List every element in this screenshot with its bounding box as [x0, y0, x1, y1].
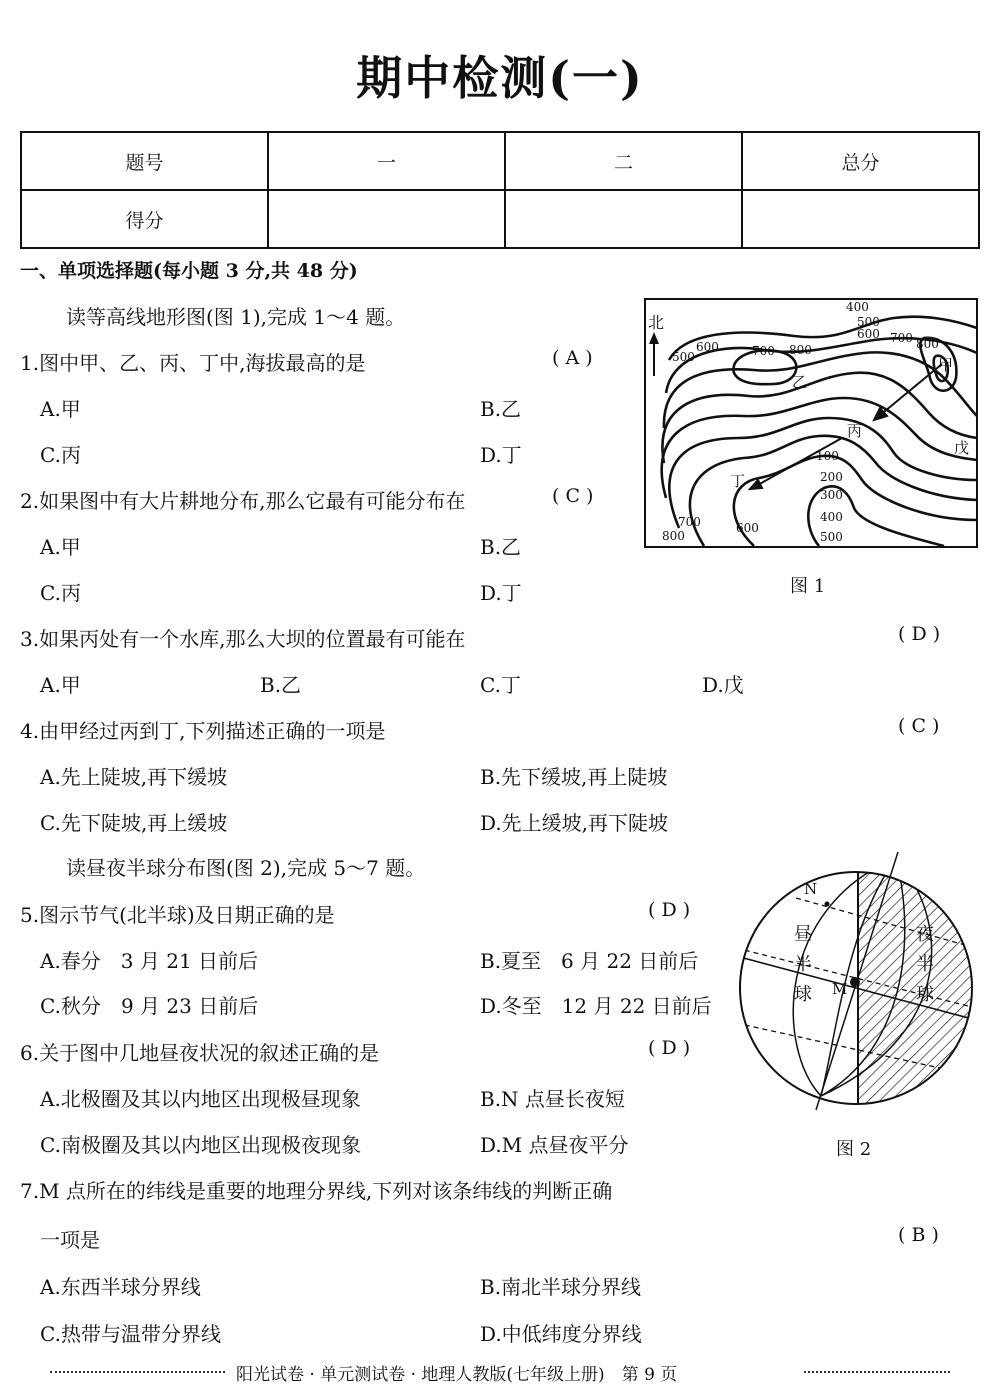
contour-label: 200 — [820, 470, 843, 484]
score-input-cell[interactable] — [268, 190, 505, 248]
option: C.丙 — [40, 581, 81, 605]
contour-label: 100 — [816, 449, 839, 463]
contour-label: 800 — [662, 529, 685, 543]
answer-box: ( D ) — [898, 623, 941, 645]
option: B.N 点昼长夜短 — [480, 1087, 625, 1111]
contour-label: 500 — [820, 530, 843, 544]
contour-label: 600 — [736, 521, 759, 535]
contour-label: 800 — [789, 343, 812, 357]
option: D.丁 — [480, 443, 522, 467]
table-row — [21, 132, 979, 190]
contour-label: 300 — [820, 488, 843, 502]
option: D.先上缓坡,再下陡坡 — [480, 811, 669, 835]
option: A.甲 — [40, 397, 81, 421]
question-stem: 2.如果图中有大片耕地分布,那么它最有可能分布在 — [20, 489, 466, 513]
score-input-cell[interactable] — [505, 190, 742, 248]
question-stem-cont: 一项是 — [40, 1228, 100, 1252]
score-table — [20, 131, 980, 249]
contour-label: 500 — [672, 350, 695, 364]
answer-box: ( D ) — [648, 1037, 691, 1059]
answer-box: ( C ) — [898, 715, 940, 737]
question-stem: 6.关于图中几地昼夜状况的叙述正确的是 — [20, 1041, 380, 1065]
contour-label: 500 — [857, 315, 880, 329]
option: A.甲 — [40, 535, 81, 559]
option: A.春分 3 月 21 日前后 — [40, 949, 259, 973]
section-heading: 一、单项选择题(每小题 3 分,共 48 分) — [20, 260, 358, 282]
option: D.冬至 12 月 22 日前后 — [480, 994, 712, 1018]
contour-label: 400 — [820, 510, 843, 524]
option: C.先下陡坡,再上缓坡 — [40, 811, 228, 835]
question-stem: 5.图示节气(北半球)及日期正确的是 — [20, 903, 335, 927]
option: C.热带与温带分界线 — [40, 1322, 221, 1346]
figure-caption: 图 1 — [790, 576, 826, 597]
day-hemisphere-label — [794, 924, 812, 1005]
label-m: M — [832, 980, 848, 998]
option: B.先下缓坡,再上陡坡 — [480, 765, 668, 789]
option: D.丁 — [480, 581, 522, 605]
day-char: 球 — [794, 984, 812, 1005]
option: B.乙 — [260, 673, 302, 697]
table-cell: 总分 — [742, 132, 979, 190]
place-wu: 戊 — [954, 439, 970, 457]
point-n — [825, 902, 830, 907]
place-jia: 甲 — [938, 356, 954, 374]
table-cell: 题号 — [21, 132, 268, 190]
day-char: 半 — [794, 954, 812, 975]
option: A.先上陡坡,再下缓坡 — [40, 765, 228, 789]
table-cell: 得分 — [21, 190, 268, 248]
contour-map-figure — [644, 298, 978, 548]
question-stem: 7.M 点所在的纬线是重要的地理分界线,下列对该条纬线的判断正确 — [20, 1179, 613, 1203]
question-stem: 1.图中甲、乙、丙、丁中,海拔最高的是 — [20, 351, 366, 375]
contour-label: 400 — [846, 300, 869, 314]
night-hemisphere-label — [916, 924, 934, 1005]
intro-text: 读昼夜半球分布图(图 2),完成 5～7 题。 — [66, 856, 426, 880]
contour-label: 600 — [857, 327, 880, 341]
answer-box: ( C ) — [552, 485, 594, 507]
option: B.乙 — [480, 397, 522, 421]
option: B.夏至 6 月 22 日前后 — [480, 949, 699, 973]
answer-box: ( A ) — [552, 347, 593, 369]
place-yi: 乙 — [792, 373, 808, 391]
option: D.戊 — [702, 673, 744, 697]
figure-caption: 图 2 — [836, 1139, 872, 1160]
label-n: N — [804, 880, 818, 898]
table-cell: 二 — [505, 132, 742, 190]
intro-text: 读等高线地形图(图 1),完成 1～4 题。 — [66, 305, 406, 329]
page-title: 期中检测(一) — [356, 51, 644, 105]
option: C.南极圈及其以内地区出现极夜现象 — [40, 1133, 361, 1157]
question-stem: 4.由甲经过丙到丁,下列描述正确的一项是 — [20, 719, 386, 743]
day-night-globe-figure — [736, 848, 976, 1118]
night-char: 夜 — [916, 924, 934, 945]
option: A.甲 — [40, 673, 81, 697]
footer-text: 阳光试卷 · 单元测试卷 · 地理人教版(七年级上册) 第 9 页 — [236, 1365, 678, 1385]
night-char: 球 — [916, 984, 934, 1005]
day-char: 昼 — [794, 924, 812, 945]
option: C.丁 — [480, 673, 521, 697]
contour-label: 700 — [678, 515, 701, 529]
answer-box: ( B ) — [898, 1224, 939, 1246]
option: A.北极圈及其以内地区出现极昼现象 — [40, 1087, 361, 1111]
option: D.中低纬度分界线 — [480, 1322, 642, 1346]
option: B.乙 — [480, 535, 522, 559]
contour-label: 700 — [752, 344, 775, 358]
option: C.秋分 9 月 23 日前后 — [40, 994, 259, 1018]
north-label: 北 — [648, 313, 665, 332]
contour-label: 600 — [696, 340, 719, 354]
place-ding: 丁 — [730, 472, 746, 490]
option: C.丙 — [40, 443, 81, 467]
night-char: 半 — [916, 954, 934, 975]
footer-divider — [50, 1371, 225, 1373]
table-cell: 一 — [268, 132, 505, 190]
table-row — [21, 190, 979, 248]
contour-label: 800 — [916, 337, 939, 351]
point-m — [850, 977, 860, 987]
option: D.M 点昼夜平分 — [480, 1133, 629, 1157]
answer-box: ( D ) — [648, 899, 691, 921]
score-input-cell[interactable] — [742, 190, 979, 248]
place-bing: 丙 — [847, 422, 863, 440]
option: B.南北半球分界线 — [480, 1275, 642, 1299]
footer-divider — [804, 1371, 950, 1373]
option: A.东西半球分界线 — [40, 1275, 201, 1299]
question-stem: 3.如果丙处有一个水库,那么大坝的位置最有可能在 — [20, 627, 466, 651]
contour-label: 700 — [890, 331, 913, 345]
